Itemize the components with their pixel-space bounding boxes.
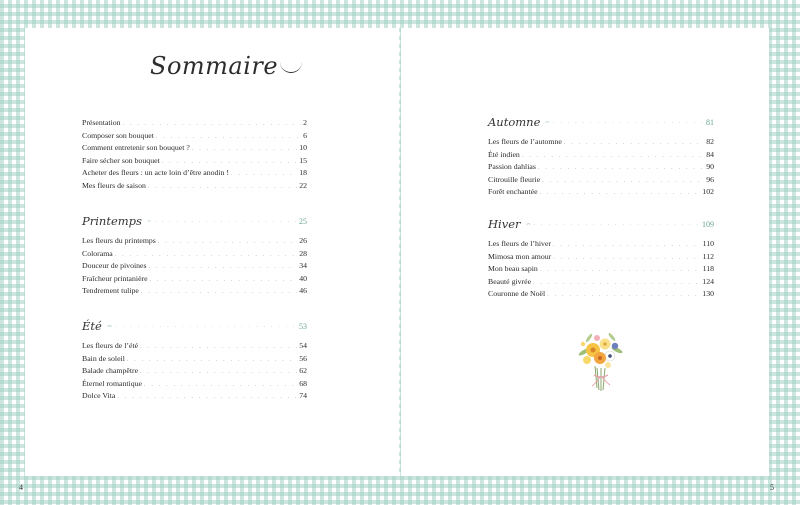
bouquet-illustration-icon: [575, 328, 625, 394]
leaf-sprig-icon: [107, 322, 113, 330]
section-heading-printemps[interactable]: Printemps . . . 25: [82, 212, 307, 230]
toc-entry[interactable]: Mon beau sapin . . . 118: [488, 263, 714, 276]
toc-entry[interactable]: Les fleurs de l’été . . . 54: [82, 340, 307, 353]
toc-entry[interactable]: Balade champêtre . . . 62: [82, 365, 307, 378]
toc-entry[interactable]: Été indien . . . 84: [488, 149, 714, 162]
toc-entry[interactable]: Faire sécher son bouquet . . . 15: [82, 155, 307, 168]
toc-entry[interactable]: Présentation . . . 2: [82, 117, 307, 130]
toc-entry[interactable]: Les fleurs du printemps . . . 26: [82, 235, 307, 248]
title-swash-icon: [280, 62, 302, 73]
leaf-sprig-icon: [545, 118, 550, 126]
toc-entry[interactable]: Beauté givrée . . . 124: [488, 276, 714, 289]
section-heading-ete[interactable]: Été . . . 53: [82, 317, 307, 335]
left-page: [25, 28, 399, 476]
toc-entry[interactable]: Les fleurs de l’hiver . . . 110: [488, 238, 714, 251]
toc-entry[interactable]: Comment entretenir son bouquet ? . . . 10: [82, 142, 307, 155]
toc-entry[interactable]: Douceur de pivoines . . . 34: [82, 260, 307, 273]
toc-entry[interactable]: Passion dahlias . . . 90: [488, 161, 714, 174]
page-number-right: 5: [770, 483, 774, 492]
leaf-sprig-icon: [147, 217, 151, 225]
toc-entry[interactable]: Les fleurs de l’automne . . . 82: [488, 136, 714, 149]
toc-entry[interactable]: Dolce Vita . . . 74: [82, 390, 307, 403]
toc-section-printemps: [82, 212, 307, 298]
leaf-sprig-icon: [526, 220, 531, 228]
page-title: Sommaire: [150, 52, 302, 80]
toc-entry[interactable]: Mes fleurs de saison . . . 22: [82, 180, 307, 193]
toc-entry[interactable]: Composer son bouquet . . . 6: [82, 130, 307, 143]
toc-entry[interactable]: Éternel romantique . . . 68: [82, 378, 307, 391]
toc-entry[interactable]: Acheter des fleurs : un acte loin d’être anodin ! . . . 18: [82, 167, 307, 180]
section-heading-hiver[interactable]: Hiver . . . 109: [488, 215, 714, 233]
page-number-left: 4: [19, 483, 23, 492]
section-heading-automne[interactable]: Automne . . . 81: [488, 113, 714, 131]
toc-section-hiver: [488, 215, 714, 301]
toc-entry[interactable]: Citrouille fleurie . . . 96: [488, 174, 714, 187]
toc-entry[interactable]: Couronne de Noël . . . 130: [488, 288, 714, 301]
toc-entry[interactable]: Tendrement tulipe . . . 46: [82, 285, 307, 298]
toc-entry[interactable]: Bain de soleil . . . 56: [82, 353, 307, 366]
toc-entry[interactable]: Forêt enchantée . . . 102: [488, 186, 714, 199]
toc-entry[interactable]: Fraîcheur printanière . . . 40: [82, 273, 307, 286]
toc-section-ete: [82, 317, 307, 403]
toc-entry[interactable]: Mimosa mon amour . . . 112: [488, 251, 714, 264]
toc-intro: [82, 117, 307, 193]
toc-entry[interactable]: Colorama . . . 28: [82, 248, 307, 261]
toc-section-automne: [488, 113, 714, 199]
right-page: [401, 28, 769, 476]
